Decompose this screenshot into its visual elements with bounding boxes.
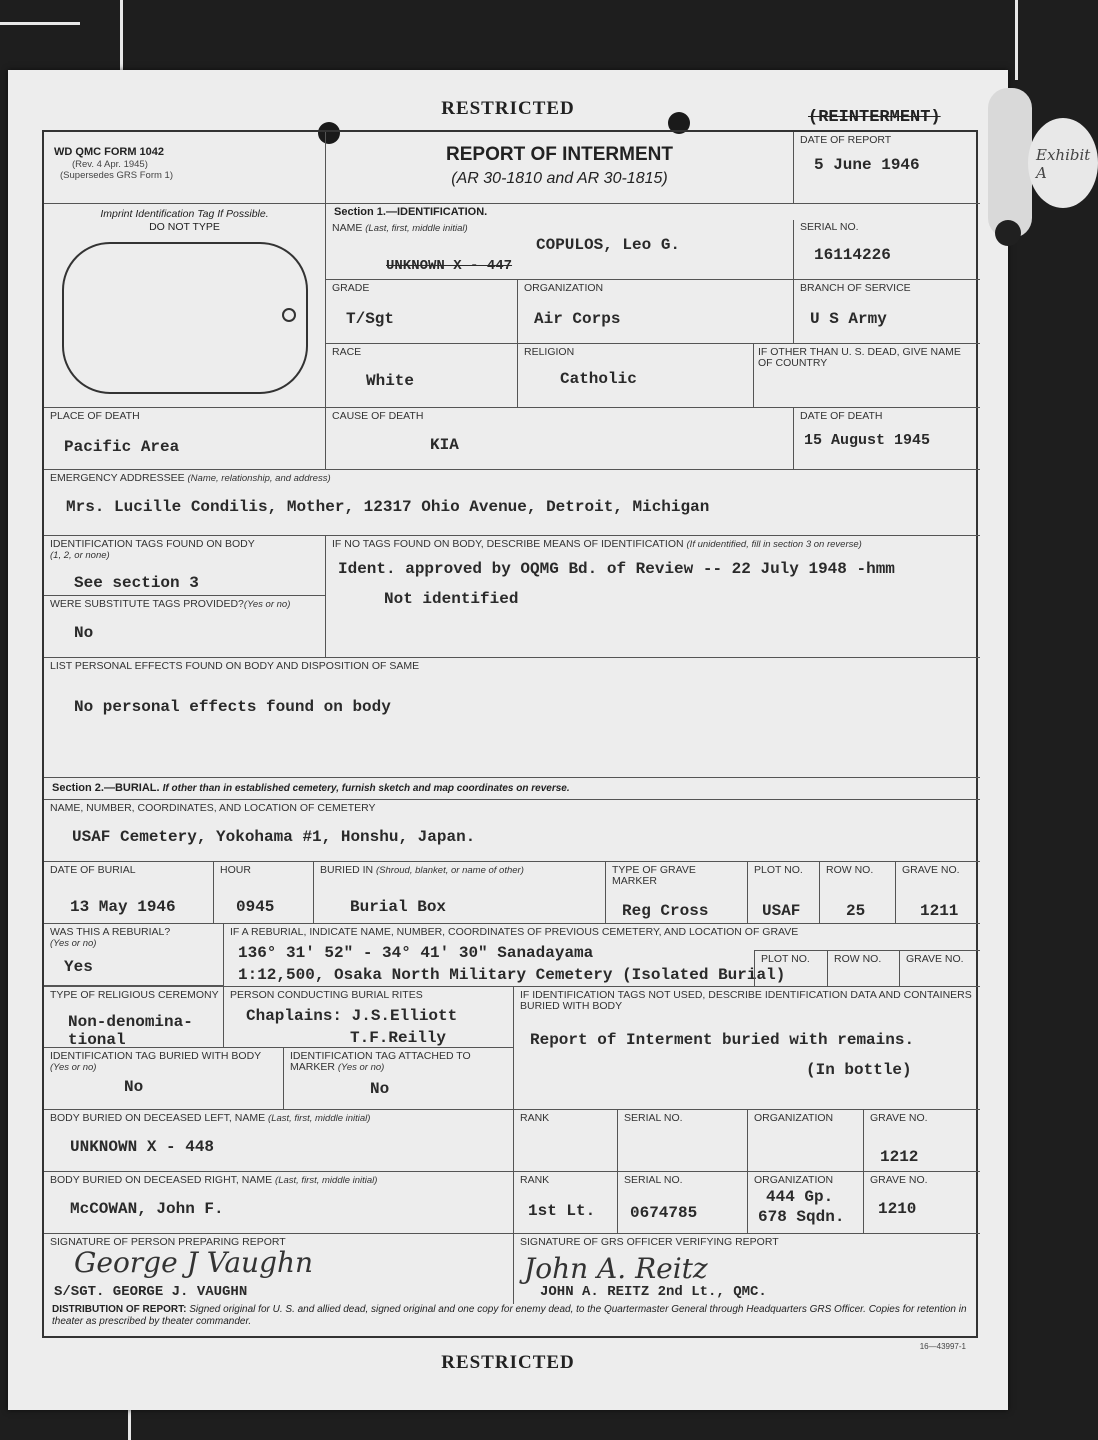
form-supersedes: (Supersedes GRS Form 1): [60, 170, 173, 181]
preparer-signature-cell: [44, 1234, 514, 1304]
left-name: UNKNOWN X - 448: [70, 1138, 215, 1156]
grave-label: GRAVE NO.: [902, 864, 960, 876]
date-of-report-label: DATE OF REPORT: [800, 134, 892, 146]
race-value: White: [366, 372, 415, 390]
prev-plot-label: PLOT NO.: [761, 953, 810, 965]
right-grave-label: GRAVE NO.: [870, 1174, 928, 1186]
verifier-signature: John A. Reitz: [524, 1252, 708, 1285]
place-of-death-label: PLACE OF DEATH: [50, 410, 140, 422]
row-cell: [820, 862, 896, 924]
verifier-name: JOHN A. REITZ 2nd Lt., QMC.: [540, 1284, 767, 1300]
personal-effects: No personal effects found on body: [74, 698, 391, 716]
reburial-cell: [44, 924, 224, 986]
previous-cemetery-line2: 1:12,500, Osaka North Military Cemetery (Isolated Burial): [238, 966, 786, 984]
right-org-cell: [748, 1172, 864, 1234]
reburial-label: WAS THIS A REBURIAL? (Yes or no): [50, 926, 171, 949]
row: 25: [846, 902, 866, 920]
date-of-death: 15 August 1945: [804, 432, 931, 449]
right-serial: 0674785: [630, 1204, 698, 1222]
right-rank-cell: [514, 1172, 618, 1234]
religion-cell: [518, 344, 754, 408]
hour-label: HOUR: [220, 864, 251, 876]
emergency-label: EMERGENCY ADDRESSEE (Name, relationship, and address): [50, 472, 331, 484]
marker: Reg Cross: [622, 902, 709, 920]
section1-heading: Section 1.—IDENTIFICATION.: [334, 206, 488, 218]
prev-grave-label: GRAVE NO.: [906, 953, 964, 965]
plot-cell: [748, 862, 820, 924]
left-org-label: ORGANIZATION: [754, 1112, 834, 1124]
hour-cell: [214, 862, 314, 924]
date-of-report: 5 June 1946: [814, 156, 920, 174]
right-org-line2: 678 Sqdn.: [758, 1208, 845, 1226]
effects-label: LIST PERSONAL EFFECTS FOUND ON BODY AND DISPOSITION OF SAME: [50, 660, 420, 672]
left-serial-label: SERIAL NO.: [624, 1112, 683, 1124]
serial-value: 16114226: [814, 246, 891, 264]
means-cell: [326, 536, 980, 658]
reburial: Yes: [64, 958, 93, 976]
religion-value: Catholic: [560, 370, 637, 388]
preparer-signature: George J Vaughn: [74, 1246, 314, 1279]
previous-cemetery-label: IF A REBURIAL, INDICATE NAME, NUMBER, COORDINATES OF PREVIOUS CEMETERY, AND LOCATION OF GRAVE: [230, 926, 799, 938]
background-line: [128, 1405, 131, 1440]
prev-plot-cell: [754, 950, 828, 986]
background-line: [0, 22, 80, 25]
tags-not-used-line1: Report of Interment buried with remains.: [530, 1031, 915, 1049]
cemetery: USAF Cemetery, Yokohama #1, Honshu, Japan.: [72, 828, 476, 846]
left-grave: 1212: [880, 1148, 919, 1166]
grade-value: T/Sgt: [346, 310, 395, 328]
right-name-label: BODY BURIED ON DECEASED RIGHT, NAME (Last, first, middle initial): [50, 1174, 378, 1186]
page-title: REPORT OF INTERMENT: [446, 144, 673, 165]
rites-cell: [224, 986, 514, 1048]
cemetery-cell: [44, 800, 980, 862]
print-code: 16—43997-1: [919, 1342, 966, 1351]
buried-in-label: BURIED IN (Shroud, blanket, or name of other): [320, 864, 524, 876]
rites-line2: T.F.Reilly: [350, 1029, 447, 1047]
right-name: McCOWAN, John F.: [70, 1200, 224, 1218]
rites-label: PERSON CONDUCTING BURIAL RITES: [230, 989, 423, 1001]
tag-attached-cell: [284, 1048, 514, 1110]
place-of-death: Pacific Area: [64, 438, 180, 456]
date-burial-cell: [44, 862, 214, 924]
branch-label: BRANCH OF SERVICE: [800, 282, 911, 294]
form-id: WD QMC FORM 1042: [54, 146, 165, 158]
hour: 0945: [236, 898, 275, 916]
religion-label: RELIGION: [524, 346, 575, 358]
name-cell: [326, 220, 794, 280]
distribution: [52, 1304, 972, 1328]
left-grave-cell: [864, 1110, 980, 1172]
ceremony-line1: Non-denomina-: [68, 1013, 193, 1031]
serial-label: SERIAL NO.: [800, 221, 859, 233]
grave-cell: [896, 862, 980, 924]
name-value: COPULOS, Leo G.: [536, 236, 681, 254]
tags-not-used-line2: (In bottle): [806, 1061, 912, 1079]
tag-imprint-label: Imprint Identification Tag If Possible.: [100, 208, 269, 220]
form-rev: (Rev. 4 Apr. 1945): [72, 159, 148, 170]
date-of-death-cell: [794, 408, 980, 470]
exhibit-sticker: Exhibit A: [1028, 118, 1098, 208]
left-rank-label: RANK: [520, 1112, 550, 1124]
verifier-label: SIGNATURE OF GRS OFFICER VERIFYING REPORT: [520, 1236, 779, 1248]
marker-label: TYPE OF GRAVE MARKER: [612, 864, 696, 887]
tags-found-cell: [44, 536, 326, 596]
left-grave-label: GRAVE NO.: [870, 1112, 928, 1124]
right-serial-label: SERIAL NO.: [624, 1174, 683, 1186]
ceremony-line2: tional: [68, 1031, 126, 1049]
grade-label: GRADE: [332, 282, 370, 294]
restricted-top: RESTRICTED: [441, 98, 575, 119]
right-serial-cell: [618, 1172, 748, 1234]
date-of-report-cell: [794, 132, 980, 204]
dog-tag-outline: [62, 242, 308, 394]
report-form: [42, 130, 978, 1338]
rites-line1: Chaplains: J.S.Elliott: [246, 1007, 458, 1025]
means-label: IF NO TAGS FOUND ON BODY, DESCRIBE MEANS OF IDENTIFICATION (If unidentified, fill in section 3 on reverse): [332, 538, 862, 550]
organization-value: Air Corps: [534, 310, 621, 328]
distribution-label: DISTRIBUTION OF REPORT:: [52, 1304, 187, 1315]
right-org-line1: 444 Gp.: [766, 1188, 834, 1206]
date-of-death-label: DATE OF DEATH: [800, 410, 883, 422]
page-subtitle: (AR 30-1810 and AR 30-1815): [451, 170, 668, 187]
tags-not-used-cell: [514, 986, 980, 1110]
binder-clip: [988, 88, 1032, 238]
tag-attached-label: IDENTIFICATION TAG ATTACHED TO MARKER (Yes or no): [290, 1050, 471, 1073]
right-org-label: ORGANIZATION: [754, 1174, 834, 1186]
reinterment-note: (REINTERMENT): [808, 108, 941, 127]
grade-cell: [326, 280, 518, 344]
tag-buried-cell: [44, 1048, 284, 1110]
substitute-tags-cell: [44, 596, 326, 658]
tag-hole: [282, 308, 296, 322]
row-label: ROW NO.: [826, 864, 874, 876]
prev-row-label: ROW NO.: [834, 953, 882, 965]
organization-label: ORGANIZATION: [524, 282, 604, 294]
verifier-signature-cell: [514, 1234, 980, 1304]
left-name-label: BODY BURIED ON DECEASED LEFT, NAME (Last, first, middle initial): [50, 1112, 371, 1124]
tags-found: See section 3: [74, 574, 199, 592]
cause-of-death-cell: [326, 408, 794, 470]
tag-buried-label: IDENTIFICATION TAG BURIED WITH BODY (Yes or no): [50, 1050, 261, 1073]
marker-cell: [606, 862, 748, 924]
left-name-cell: [44, 1110, 514, 1172]
document-page: [8, 70, 1008, 1410]
substitute-tags-label: WERE SUBSTITUTE TAGS PROVIDED?(Yes or no): [50, 598, 291, 610]
right-grave: 1210: [878, 1200, 917, 1218]
serial-cell: [794, 204, 980, 280]
means-line1: Ident. approved by OQMG Bd. of Review -- 22 July 1948 -hmm: [338, 560, 895, 578]
date-burial: 13 May 1946: [70, 898, 176, 916]
prev-row-cell: [828, 950, 900, 986]
branch-value: U S Army: [810, 310, 887, 328]
tags-not-used-label: IF IDENTIFICATION TAGS NOT USED, DESCRIBE IDENTIFICATION DATA AND CONTAINERS BURIED WITH BODY: [520, 989, 972, 1012]
left-serial-cell: [618, 1110, 748, 1172]
other-country-label: IF OTHER THAN U. S. DEAD, GIVE NAME OF COUNTRY: [758, 346, 961, 369]
plot-label: PLOT NO.: [754, 864, 803, 876]
clip-hole: [995, 220, 1021, 246]
effects-cell: [44, 658, 980, 778]
distribution-text: Signed original for U. S. and allied dead, signed original and one copy for enemy dead, to the Quartermaster General through Headquarters GRS Officer. Copies for retention in theater as prescribed by theater commander.: [52, 1304, 967, 1327]
grave: 1211: [920, 902, 959, 920]
place-of-death-cell: [44, 408, 326, 470]
substitute-tags: No: [74, 624, 94, 642]
tags-found-label: IDENTIFICATION TAGS FOUND ON BODY (1, 2, or none): [50, 538, 255, 561]
organization-cell: [518, 280, 794, 344]
background-line: [120, 0, 123, 70]
previous-cemetery-line1: 136° 31' 52" - 34° 41' 30" Sanadayama: [238, 944, 594, 962]
plot: USAF: [762, 902, 801, 920]
ceremony-cell: [44, 986, 224, 1048]
right-rank-label: RANK: [520, 1174, 550, 1186]
prev-grave-cell: [900, 950, 980, 986]
restricted-bottom: RESTRICTED: [441, 1352, 575, 1373]
tag-attached: No: [370, 1080, 390, 1098]
right-rank: 1st Lt.: [528, 1202, 596, 1220]
cemetery-label: NAME, NUMBER, COORDINATES, AND LOCATION OF CEMETERY: [50, 802, 376, 814]
name-label: NAME (Last, first, middle initial): [332, 222, 468, 234]
form-id-cell: [44, 132, 326, 204]
buried-in: Burial Box: [350, 898, 447, 916]
cause-of-death-label: CAUSE OF DEATH: [332, 410, 424, 422]
race-cell: [326, 344, 518, 408]
tag-buried: No: [124, 1078, 144, 1096]
branch-cell: [794, 280, 980, 344]
cause-of-death: KIA: [430, 436, 459, 454]
right-name-cell: [44, 1172, 514, 1234]
emergency-addressee: Mrs. Lucille Condilis, Mother, 12317 Ohio Avenue, Detroit, Michigan: [66, 498, 710, 516]
date-burial-label: DATE OF BURIAL: [50, 864, 136, 876]
preparer-label: SIGNATURE OF PERSON PREPARING REPORT: [50, 1236, 286, 1248]
background-line: [1015, 0, 1018, 80]
tag-imprint-cell: [44, 204, 326, 408]
emergency-cell: [44, 470, 980, 536]
buried-in-cell: [314, 862, 606, 924]
right-grave-cell: [864, 1172, 980, 1234]
left-rank-cell: [514, 1110, 618, 1172]
do-not-type-label: DO NOT TYPE: [149, 221, 220, 233]
section2-heading-cell: [44, 778, 980, 800]
left-org-cell: [748, 1110, 864, 1172]
preparer-name: S/SGT. GEORGE J. VAUGHN: [54, 1284, 248, 1300]
title-cell: [326, 132, 794, 204]
ceremony-label: TYPE OF RELIGIOUS CEREMONY: [50, 989, 219, 1001]
other-country-cell: [754, 344, 980, 408]
section2-heading: Section 2.—BURIAL. If other than in established cemetery, furnish sketch and map coordinates on reverse.: [52, 782, 570, 794]
race-label: RACE: [332, 346, 362, 358]
name-struck: UNKNOWN X - 447: [386, 258, 513, 274]
means-line2: Not identified: [384, 590, 519, 608]
